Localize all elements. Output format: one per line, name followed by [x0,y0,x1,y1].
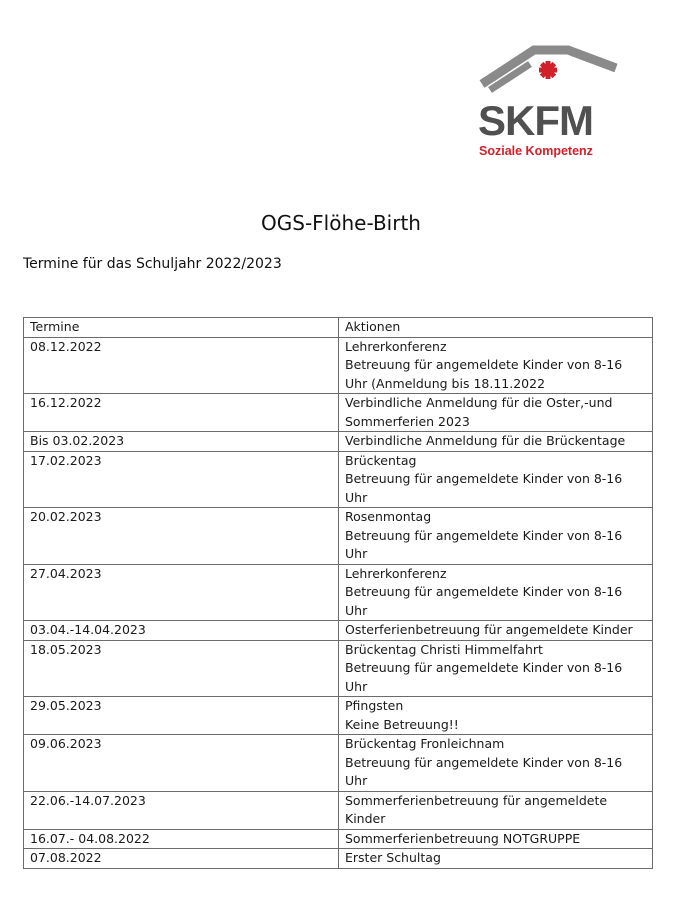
action-line: Keine Betreuung!! [345,716,459,732]
table-header-row [24,318,653,338]
row-date: 20.02.2023 [24,508,339,565]
row-date: 08.12.2022 [24,337,339,394]
logo-roof-graphic [476,44,622,104]
row-date: Bis 03.02.2023 [24,432,339,452]
row-date: 17.02.2023 [24,451,339,508]
table-row [24,621,653,641]
header-termine: Termine [24,318,339,338]
table-row [24,337,653,394]
row-date: 03.04.-14.04.2023 [24,621,339,641]
action-line: Sommerferienbetreuung NOTGRUPPE [345,830,581,846]
action-line: Sommerferienbetreuung für angemeldete [345,792,608,808]
table-row [24,508,653,565]
action-line: Betreuung für angemeldete Kinder von 8-16 [345,754,623,770]
row-date: 18.05.2023 [24,640,339,697]
table-row [24,697,653,735]
table-row [24,394,653,432]
row-date: 16.07.- 04.08.2022 [24,829,339,849]
row-actions [339,451,653,508]
row-actions [339,564,653,621]
row-actions [339,432,653,452]
row-actions [339,791,653,829]
table-row [24,849,653,869]
action-line: Verbindliche Anmeldung für die Brückentage [345,433,626,448]
action-line: Uhr [345,489,368,505]
logo-tagline: Soziale Kompetenz [479,144,593,158]
action-line: Brückentag Fronleichnam [345,736,505,751]
row-actions [339,849,653,869]
row-actions [339,337,653,394]
logo-wordmark: SKFM [478,97,593,144]
table-row [24,640,653,697]
skfm-logo [476,44,622,164]
row-actions [339,640,653,697]
row-date: 29.05.2023 [24,697,339,735]
action-line: Sommerferien 2023 [345,413,470,429]
action-line: Betreuung für angemeldete Kinder von 8-16 [345,357,623,372]
action-line: Lehrerkonferenz [345,565,447,581]
row-actions [339,829,653,849]
action-line: Uhr [345,602,368,618]
action-line: Uhr (Anmeldung bis 18.11.2022 [345,375,546,391]
row-date: 27.04.2023 [24,564,339,621]
page-title: OGS-Flöhe-Birth [261,211,421,235]
row-actions [339,508,653,565]
action-line: Uhr [345,773,368,788]
action-line: Lehrerkonferenz [345,338,447,354]
action-line: Verbindliche Anmeldung für die Oster,-und [345,395,613,410]
action-line: Uhr [345,678,368,694]
header-aktionen: Aktionen [339,318,653,338]
row-actions [339,621,653,641]
action-line: Brückentag Christi Himmelfahrt [345,641,543,657]
row-actions [339,735,653,792]
action-line: Osterferienbetreuung für angemeldete Kinder [345,622,633,637]
table-row [24,791,653,829]
action-line: Erster Schultag [345,850,441,865]
action-line: Betreuung für angemeldete Kinder von 8-16 [345,584,623,599]
action-line: Kinder [345,811,386,826]
schedule-table [23,317,653,869]
action-line: Rosenmontag [345,509,432,524]
row-date: 07.08.2022 [24,849,339,869]
row-actions [339,394,653,432]
action-line: Brückentag [345,452,417,468]
table-row [24,451,653,508]
table-row [24,432,653,452]
action-line: Uhr [345,546,368,561]
action-line: Betreuung für angemeldete Kinder von 8-16 [345,660,623,675]
row-actions [339,697,653,735]
caritas-cross-icon [539,61,557,79]
table-row [24,564,653,621]
action-line: Pfingsten [345,698,404,713]
row-date: 09.06.2023 [24,735,339,792]
table-row [24,735,653,792]
page-subtitle: Termine für das Schuljahr 2022/2023 [23,256,282,272]
action-line: Betreuung für angemeldete Kinder von 8-16 [345,527,623,543]
action-line: Betreuung für angemeldete Kinder von 8-16 [345,471,623,486]
row-date: 22.06.-14.07.2023 [24,791,339,829]
table-row [24,829,653,849]
row-date: 16.12.2022 [24,394,339,432]
